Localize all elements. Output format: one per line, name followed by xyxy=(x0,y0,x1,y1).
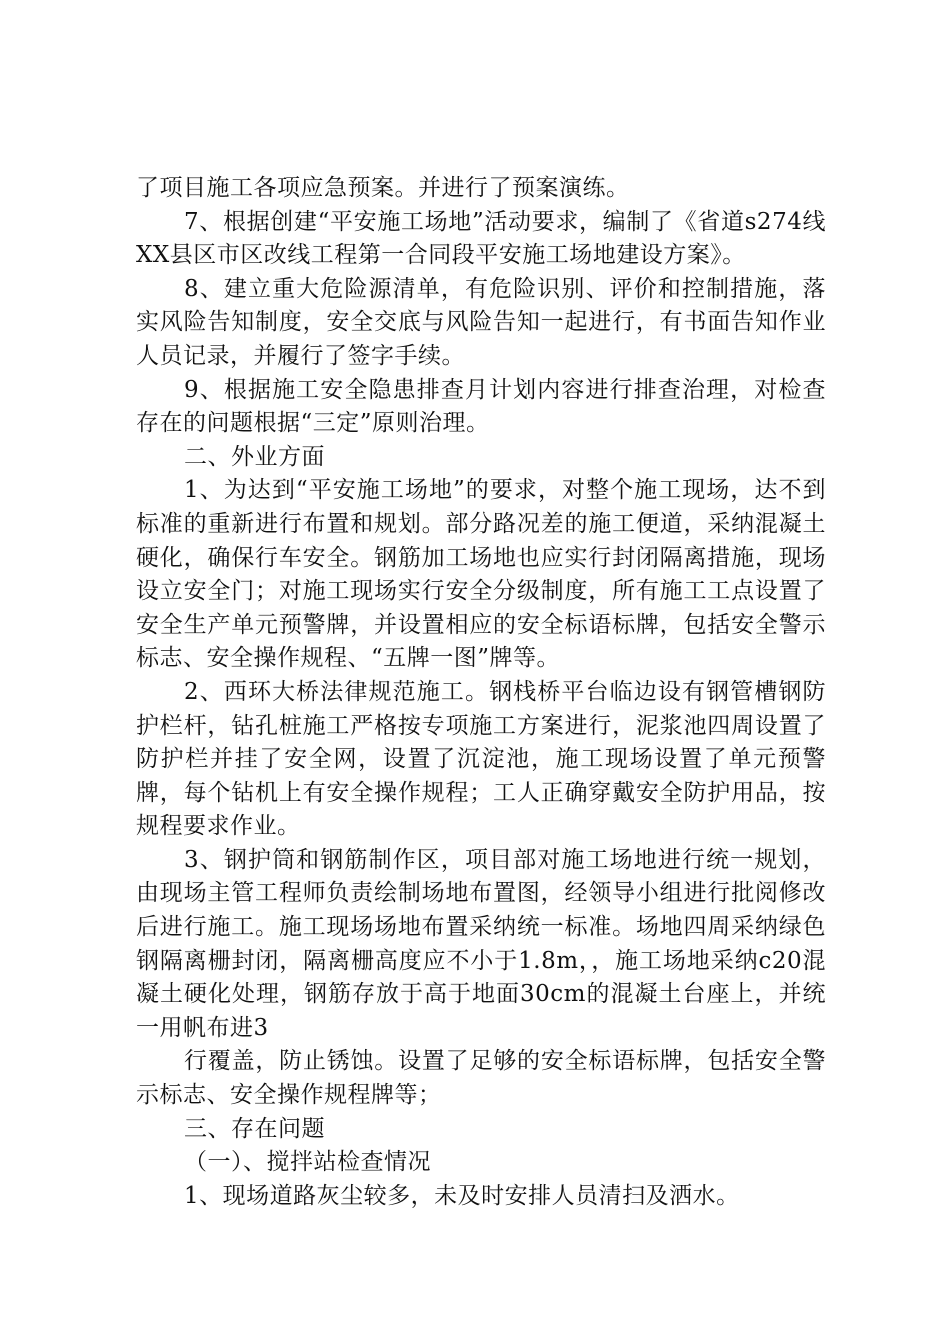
subsection-heading-mixing-station: （一）、搅拌站检查情况 xyxy=(184,1149,431,1176)
paragraph-field-2: 2、西环大桥法律规范施工。钢栈桥平台临边设有钢管槽钢防护栏杆，钻孔桩施工严格按专项施工方案进行，泥浆池四周设置了防护栏并挂了安全网，设置了沉淀池，施工现场设置了单元预警牌，每个钻机上有安全操作规程；工人正确穿戴安全防护用品，按规程要求作业。 xyxy=(136,678,826,840)
paragraph-item-7: 7、根据创建“平安施工场地”活动要求，编制了《省道s274线XX县区市区改线工程第一合同段平安施工场地建设方案》。 xyxy=(136,208,826,269)
paragraph-field-1: 1、为达到“平安施工场地”的要求，对整个施工现场，达不到标准的重新进行布置和规划。部分路况差的施工便道，采纳混凝土硬化，确保行车安全。钢筋加工场地也应实行封闭隔离措施，现场设立安全门；对施工现场实行安全分级制度，所有施工工点设置了安全生产单元预警牌，并设置相应的安全标语标牌，包括安全警示标志、安全操作规程、“五牌一图”牌等。 xyxy=(136,477,826,672)
paragraph-problem-1: 1、现场道路灰尘较多，未及时安排人员清扫及洒水。 xyxy=(184,1182,740,1209)
document-page xyxy=(136,172,826,1213)
section-heading-problems: 三、存在问题 xyxy=(184,1115,325,1142)
paragraph-field-3: 3、钢护筒和钢筋制作区，项目部对施工场地进行统一规划，由现场主管工程师负责绘制场地布置图，经领导小组进行批阅修改后进行施工。施工现场场地布置采纳统一标准。场地四周采纳绿色钢隔离栅封闭，隔离栅高度应不小于1.8m，，施工场地采纳c20混凝土硬化处理，钢筋存放于高于地面30cm的混凝土台座上，并统一用帆布进3 xyxy=(136,846,826,1041)
paragraph-continuation: 了项目施工各项应急预案。并进行了预案演练。 xyxy=(136,175,630,201)
paragraph-item-9: 9、根据施工安全隐患排查月计划内容进行排查治理，对检查存在的问题根据“三定”原则治理。 xyxy=(136,376,826,437)
section-heading-field-work: 二、外业方面 xyxy=(184,443,325,470)
paragraph-field-3-continued: 行覆盖，防止锈蚀。设置了足够的安全标语标牌，包括安全警示标志、安全操作规程牌等； xyxy=(136,1048,826,1109)
paragraph-item-8: 8、建立重大危险源清单，有危险识别、评价和控制措施，落实风险告知制度，安全交底与风险告知一起进行，有书面告知作业人员记录，并履行了签字手续。 xyxy=(136,275,826,369)
